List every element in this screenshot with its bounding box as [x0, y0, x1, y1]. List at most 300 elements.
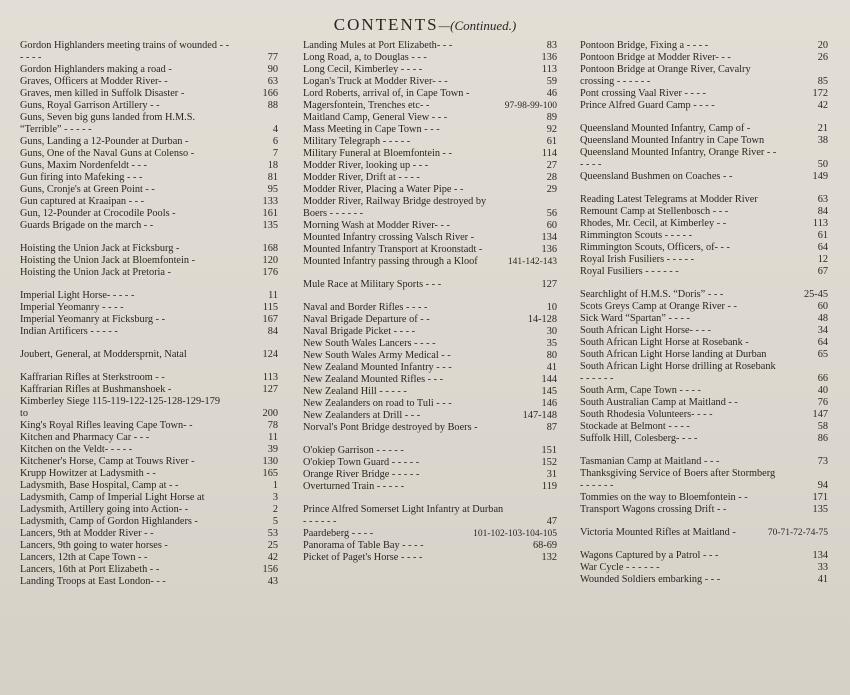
contents-entry: [20, 432, 278, 444]
entry-title: Hoisting the Union Jack at Pretoria -: [20, 267, 171, 278]
entry-page-number: 97-98-99-100: [504, 101, 557, 111]
entry-title: Queensland Mounted Infantry, Camp of -: [580, 123, 751, 134]
entry-title: New Zealanders at Drill - - -: [303, 410, 421, 421]
contents-entry: [580, 171, 828, 183]
contents-entry: [303, 112, 557, 124]
contents-entry: [303, 469, 557, 481]
entry-page-number: 67: [817, 266, 828, 277]
entry-title: New Zealand Mounted Infantry - - -: [303, 362, 452, 373]
section-spacer: [20, 338, 278, 349]
entry-title: Scots Greys Camp at Orange River - -: [580, 301, 737, 312]
entry-title: Naval Brigade Picket - - - -: [303, 326, 416, 337]
contents-entry: [20, 112, 278, 136]
contents-entry: [20, 456, 278, 468]
contents-entry: [303, 196, 557, 220]
entry-title: Morning Wash at Modder River- - -: [303, 220, 450, 231]
contents-entry: [580, 301, 828, 313]
contents-entry: [303, 172, 557, 184]
section-spacer: [303, 493, 557, 504]
entry-page-number: 66: [817, 373, 828, 384]
entry-title: South Australian Camp at Maitland - -: [580, 397, 738, 408]
section-spacer: [303, 434, 557, 445]
contents-entry: [20, 160, 278, 172]
entry-page-number: 4: [272, 124, 278, 135]
contents-entry: [20, 196, 278, 208]
contents-entry: [20, 326, 278, 338]
page-title: [0, 15, 850, 35]
contents-entry: [20, 243, 278, 255]
entry-title: Gun firing into Mafeking - - -: [20, 172, 143, 183]
entry-title: Overturned Train - - - - -: [303, 481, 405, 492]
contents-entry: [580, 135, 828, 147]
contents-entry: [20, 480, 278, 492]
contents-entry: [580, 218, 828, 230]
contents-entry: [580, 409, 828, 421]
entry-title: Ladysmith, Camp of Gordon Highlanders -: [20, 516, 198, 527]
contents-entry: [303, 148, 557, 160]
entry-title: Kitchener's Horse, Camp at Touws River -: [20, 456, 195, 467]
entry-title: Guns, One of the Naval Guns at Colenso -: [20, 148, 195, 159]
entry-title: Mule Race at Military Sports - - -: [303, 279, 442, 290]
entry-title: Ladysmith, Base Hospital, Camp at - -: [20, 480, 179, 491]
entry-page-number: 144: [541, 374, 557, 385]
contents-entry: [20, 148, 278, 160]
entry-page-number: 35: [546, 338, 557, 349]
contents-entry: [20, 420, 278, 432]
entry-title: Long Road, a, to Douglas - - -: [303, 52, 427, 63]
entry-page-number: 133: [262, 196, 278, 207]
entry-page-number: 47: [546, 516, 557, 527]
entry-title: South African Light Horse landing at Durban: [580, 349, 767, 360]
entry-page-number: 146: [541, 398, 557, 409]
contents-entry: [303, 374, 557, 386]
entry-page-number: 83: [546, 40, 557, 51]
entry-page-number: 134: [541, 232, 557, 243]
entry-title: New Zealand Hill - - - - -: [303, 386, 407, 397]
entry-title: Imperial Yeomanry at Ficksburg - -: [20, 314, 166, 325]
contents-entry: [20, 349, 278, 361]
contents-entry: [580, 456, 828, 468]
contents-entry: [303, 279, 557, 291]
entry-page-number: 101-102-103-104-105: [473, 529, 557, 539]
entry-title: Lancers, 12th at Cape Town - -: [20, 552, 148, 563]
section-spacer: [580, 278, 828, 289]
entry-title: New South Wales Lancers - - - -: [303, 338, 436, 349]
entry-page-number: 12: [817, 254, 828, 265]
entry-page-number: 176: [262, 267, 278, 278]
entry-page-number: 89: [546, 112, 557, 123]
entry-page-number: 141-142-143: [507, 257, 557, 267]
contents-entry: [580, 313, 828, 325]
contents-entry: [303, 244, 557, 256]
entry-page-number: 149: [812, 171, 828, 182]
contents-entry: [20, 40, 278, 64]
contents-entry: [20, 290, 278, 302]
contents-entry: [20, 468, 278, 480]
entry-page-number: 59: [546, 76, 557, 87]
contents-entry: [580, 349, 828, 361]
contents-entry: [20, 302, 278, 314]
entry-title: Pontoon Bridge at Orange River, Cavalry crossing - - - - - -: [580, 64, 751, 87]
entry-page-number: 88: [267, 100, 278, 111]
entry-page-number: 147: [812, 409, 828, 420]
entry-title: Pontoon Bridge, Fixing a - - - -: [580, 40, 709, 51]
contents-entry: [20, 314, 278, 326]
section-spacer: [303, 268, 557, 279]
contents-entry: [580, 88, 828, 100]
entry-page-number: 53: [267, 528, 278, 539]
entry-page-number: 135: [262, 220, 278, 231]
entry-title: Ladysmith, Camp of Imperial Light Horse at: [20, 492, 205, 503]
contents-entry: [303, 398, 557, 410]
contents-entry: [303, 88, 557, 100]
entry-title: O'okiep Town Guard - - - - -: [303, 457, 420, 468]
contents-entry: [303, 338, 557, 350]
entry-page-number: 20: [817, 40, 828, 51]
entry-page-number: 2: [272, 504, 278, 515]
entry-page-number: 3: [272, 492, 278, 503]
entry-page-number: 70-71-72-74-75: [767, 528, 828, 538]
section-spacer: [580, 539, 828, 550]
title-text: CONTENTS: [333, 15, 439, 34]
entry-page-number: 42: [817, 100, 828, 111]
entry-title: Lancers, 9th going to water horses -: [20, 540, 168, 551]
entry-page-number: 6: [272, 136, 278, 147]
contents-entry: [20, 220, 278, 232]
contents-entry: [303, 362, 557, 374]
entry-title: Sick Ward “Spartan” - - - -: [580, 313, 690, 324]
entry-page-number: 30: [546, 326, 557, 337]
entry-page-number: 78: [267, 420, 278, 431]
entry-page-number: 77: [267, 52, 278, 63]
entry-page-number: 34: [817, 325, 828, 336]
entry-title: Picket of Paget's Horse - - - -: [303, 552, 423, 563]
contents-entry: [20, 552, 278, 564]
entry-title: King's Royal Rifles leaving Cape Town- -: [20, 420, 193, 431]
entry-title: Queensland Mounted Infantry, Orange River - - - - - -: [580, 147, 777, 170]
entry-page-number: 156: [262, 564, 278, 575]
entry-title: Lancers, 16th at Port Elizabeth - -: [20, 564, 160, 575]
entry-page-number: 33: [817, 562, 828, 573]
contents-entry: [303, 52, 557, 64]
entry-title: Hoisting the Union Jack at Bloemfontein -: [20, 255, 196, 266]
contents-entry: [303, 422, 557, 434]
contents-entry: [580, 562, 828, 574]
entry-title: Mounted Infantry crossing Valsch River -: [303, 232, 475, 243]
contents-entry: [303, 232, 557, 244]
entry-page-number: 90: [267, 64, 278, 75]
entry-title: Mounted Infantry Transport at Kroonstadt -: [303, 244, 483, 255]
entry-page-number: 172: [812, 88, 828, 99]
entry-page-number: 151: [541, 445, 557, 456]
contents-entry: [20, 88, 278, 100]
entry-title: Reading Latest Telegrams at Modder River: [580, 194, 758, 205]
entry-title: South African Light Horse at Rosebank -: [580, 337, 749, 348]
contents-entry: [20, 100, 278, 112]
contents-entry: [303, 76, 557, 88]
entry-title: Indian Artificers - - - - -: [20, 326, 118, 337]
contents-entry: [20, 208, 278, 220]
contents-entry: [303, 136, 557, 148]
contents-entry: [580, 527, 828, 539]
contents-entry: [303, 326, 557, 338]
entry-page-number: 43: [267, 576, 278, 587]
entry-title: Guns, Seven big guns landed from H.M.S. “Terrible” - - - - -: [20, 112, 196, 135]
contents-entry: [580, 337, 828, 349]
entry-title: Suffolk Hill, Colesberg- - - -: [580, 433, 698, 444]
contents-entry: [580, 421, 828, 433]
contents-entry: [580, 492, 828, 504]
contents-entry: [580, 123, 828, 135]
contents-entry: [303, 256, 557, 268]
entry-page-number: 87: [546, 422, 557, 433]
entry-page-number: 132: [541, 552, 557, 563]
contents-entry: [303, 302, 557, 314]
entry-title: Wounded Soldiers embarking - - -: [580, 574, 721, 585]
entry-title: Kitchen on the Veldt- - - - -: [20, 444, 133, 455]
entry-page-number: 61: [546, 136, 557, 147]
contents-entry: [580, 433, 828, 445]
entry-page-number: 7: [272, 148, 278, 159]
entry-page-number: 81: [267, 172, 278, 183]
entry-title: Logan's Truck at Modder River- - -: [303, 76, 448, 87]
entry-title: South Arm, Cape Town - - - -: [580, 385, 701, 396]
title-continued: —(Continued.): [438, 18, 517, 33]
entry-page-number: 50: [817, 159, 828, 170]
entry-title: O'okiep Garrison - - - - -: [303, 445, 404, 456]
entry-page-number: 171: [812, 492, 828, 503]
entry-page-number: 161: [262, 208, 278, 219]
entry-title: Modder River, looking up - - -: [303, 160, 429, 171]
contents-entry: [20, 516, 278, 528]
contents-entry: [303, 386, 557, 398]
entry-page-number: 127: [262, 384, 278, 395]
entry-title: Queensland Mounted Infantry in Cape Town: [580, 135, 765, 146]
entry-title: Tasmanian Camp at Maitland - - -: [580, 456, 720, 467]
entry-title: Searchlight of H.M.S. “Doris” - - -: [580, 289, 724, 300]
contents-entry: [303, 445, 557, 457]
entry-title: Graves, Officers at Modder River- -: [20, 76, 168, 87]
section-spacer: [20, 232, 278, 243]
entry-title: Pont crossing Vaal River - - - -: [580, 88, 706, 99]
entry-title: Remount Camp at Stellenbosch - - -: [580, 206, 729, 217]
entry-title: Guns, Cronje's at Green Point - -: [20, 184, 155, 195]
entry-page-number: 134: [812, 550, 828, 561]
entry-title: New South Wales Army Medical - -: [303, 350, 451, 361]
section-spacer: [20, 361, 278, 372]
contents-entry: [580, 100, 828, 112]
entry-page-number: 84: [267, 326, 278, 337]
entry-title: Kaffrarian Rifles at Sterkstroom - -: [20, 372, 165, 383]
entry-page-number: 114: [541, 148, 557, 159]
section-spacer: [580, 445, 828, 456]
entry-title: Orange River Bridge - - - - -: [303, 469, 420, 480]
contents-entry: [580, 266, 828, 278]
entry-page-number: 25: [267, 540, 278, 551]
entry-page-number: 94: [817, 480, 828, 491]
contents-entry: [580, 468, 828, 492]
entry-page-number: 14-128: [527, 314, 557, 325]
entry-title: Gun, 12-Pounder at Crocodile Pools -: [20, 208, 176, 219]
entry-title: Guns, Maxim Nordenfeldt - - -: [20, 160, 147, 171]
contents-entry: [303, 314, 557, 326]
entry-page-number: 152: [541, 457, 557, 468]
entry-page-number: 165: [262, 468, 278, 479]
entry-page-number: 40: [817, 385, 828, 396]
entry-title: Kitchen and Pharmacy Car - - -: [20, 432, 150, 443]
contents-entry: [20, 564, 278, 576]
entry-page-number: 39: [267, 444, 278, 455]
contents-entry: [303, 220, 557, 232]
entry-page-number: 168: [262, 243, 278, 254]
entry-page-number: 130: [262, 456, 278, 467]
entry-page-number: 76: [817, 397, 828, 408]
entry-page-number: 5: [272, 516, 278, 527]
contents-entry: [20, 396, 278, 420]
entry-page-number: 147-148: [522, 410, 557, 421]
entry-page-number: 145: [541, 386, 557, 397]
contents-column-2: [303, 40, 557, 689]
entry-page-number: 27: [546, 160, 557, 171]
entry-title: Military Telegraph - - - - -: [303, 136, 411, 147]
entry-page-number: 29: [546, 184, 557, 195]
entry-page-number: 127: [541, 279, 557, 290]
contents-entry: [580, 385, 828, 397]
entry-title: Gordon Highlanders making a road -: [20, 64, 172, 75]
entry-title: Modder River, Drift at - - - -: [303, 172, 420, 183]
contents-entry: [580, 52, 828, 64]
entry-title: Maitland Camp, General View - - -: [303, 112, 448, 123]
entry-title: Guns, Landing a 12-Pounder at Durban -: [20, 136, 189, 147]
entry-page-number: 61: [817, 230, 828, 241]
entry-title: Landing Troops at East London- - -: [20, 576, 166, 587]
section-spacer: [303, 291, 557, 302]
entry-title: Krupp Howitzer at Ladysmith - -: [20, 468, 156, 479]
entry-title: Prince Alfred Somerset Light Infantry at Durban - - - - - -: [303, 504, 504, 527]
entry-title: Norval's Pont Bridge destroyed by Boers -: [303, 422, 478, 433]
entry-title: Tommies on the way to Bloemfontein - -: [580, 492, 748, 503]
entry-page-number: 11: [268, 290, 278, 301]
contents-entry: [303, 410, 557, 422]
entry-page-number: 60: [546, 220, 557, 231]
entry-page-number: 136: [541, 244, 557, 255]
contents-entry: [580, 361, 828, 385]
entry-title: Rimmington Scouts, Officers, of- - -: [580, 242, 730, 253]
entry-page-number: 46: [546, 88, 557, 99]
entry-title: Wagons Captured by a Patrol - - -: [580, 550, 719, 561]
contents-entry: [580, 194, 828, 206]
contents-entry: [580, 550, 828, 562]
entry-title: Transport Wagons crossing Drift - -: [580, 504, 727, 515]
entry-page-number: 167: [262, 314, 278, 325]
section-spacer: [580, 516, 828, 527]
contents-entry: [303, 184, 557, 196]
section-spacer: [580, 112, 828, 123]
entry-title: Naval and Border Rifles - - - -: [303, 302, 428, 313]
contents-entry: [580, 64, 828, 88]
contents-entry: [20, 76, 278, 88]
entry-title: Ladysmith, Artillery going into Action- -: [20, 504, 189, 515]
contents-entry: [580, 206, 828, 218]
entry-page-number: 200: [262, 408, 278, 419]
contents-entry: [580, 289, 828, 301]
entry-title: Royal Irish Fusiliers - - - - -: [580, 254, 695, 265]
contents-entry: [20, 504, 278, 516]
entry-title: Modder River, Placing a Water Pipe - -: [303, 184, 464, 195]
entry-page-number: 84: [817, 206, 828, 217]
entry-page-number: 21: [817, 123, 828, 134]
entry-page-number: 113: [262, 372, 278, 383]
entry-page-number: 113: [812, 218, 828, 229]
contents-entry: [303, 100, 557, 112]
entry-title: South Rhodesia Volunteers- - - -: [580, 409, 713, 420]
contents-entry: [580, 574, 828, 586]
entry-page-number: 136: [541, 52, 557, 63]
section-spacer: [580, 183, 828, 194]
entry-title: Gun captured at Kraaipan - - -: [20, 196, 145, 207]
contents-entry: [303, 64, 557, 76]
entry-page-number: 92: [546, 124, 557, 135]
entry-title: Mass Meeting in Cape Town - - -: [303, 124, 440, 135]
entry-page-number: 58: [817, 421, 828, 432]
entry-page-number: 18: [267, 160, 278, 171]
entry-title: Lancers, 9th at Modder River - -: [20, 528, 154, 539]
contents-entry: [303, 528, 557, 540]
contents-entry: [20, 184, 278, 196]
entry-page-number: 86: [817, 433, 828, 444]
entry-page-number: 28: [546, 172, 557, 183]
contents-entry: [20, 540, 278, 552]
entry-page-number: 120: [262, 255, 278, 266]
contents-entry: [303, 457, 557, 469]
entry-title: Prince Alfred Guard Camp - - - -: [580, 100, 715, 111]
entry-page-number: 42: [267, 552, 278, 563]
entry-title: Modder River, Railway Bridge destroyed by Boers - - - - - -: [303, 196, 487, 219]
contents-entry: [303, 350, 557, 362]
entry-page-number: 135: [812, 504, 828, 515]
entry-page-number: 64: [817, 337, 828, 348]
section-spacer: [20, 279, 278, 290]
contents-entry: [20, 136, 278, 148]
entry-page-number: 124: [262, 349, 278, 360]
contents-entry: [580, 242, 828, 254]
contents-column-1: [20, 40, 278, 689]
entry-page-number: 38: [817, 135, 828, 146]
contents-entry: [303, 40, 557, 52]
entry-title: Stockade at Belmont - - - -: [580, 421, 690, 432]
contents-entry: [303, 504, 557, 528]
contents-entry: [20, 384, 278, 396]
contents-entry: [20, 576, 278, 588]
entry-page-number: 85: [817, 76, 828, 87]
entry-title: Panorama of Table Bay - - - -: [303, 540, 424, 551]
contents-entry: [580, 504, 828, 516]
entry-title: Thanksgiving Service of Boers after Stormberg - - - - - -: [580, 468, 776, 491]
entry-page-number: 113: [541, 64, 557, 75]
contents-entry: [20, 267, 278, 279]
entry-page-number: 31: [546, 469, 557, 480]
entry-page-number: 80: [546, 350, 557, 361]
entry-title: Hoisting the Union Jack at Ficksburg -: [20, 243, 180, 254]
entry-page-number: 65: [817, 349, 828, 360]
entry-page-number: 119: [541, 481, 557, 492]
contents-entry: [303, 124, 557, 136]
entry-page-number: 41: [817, 574, 828, 585]
contents-entry: [20, 372, 278, 384]
contents-entry: [580, 147, 828, 171]
entry-page-number: 56: [546, 208, 557, 219]
entry-title: Victoria Mounted Rifles at Maitland -: [580, 527, 736, 538]
